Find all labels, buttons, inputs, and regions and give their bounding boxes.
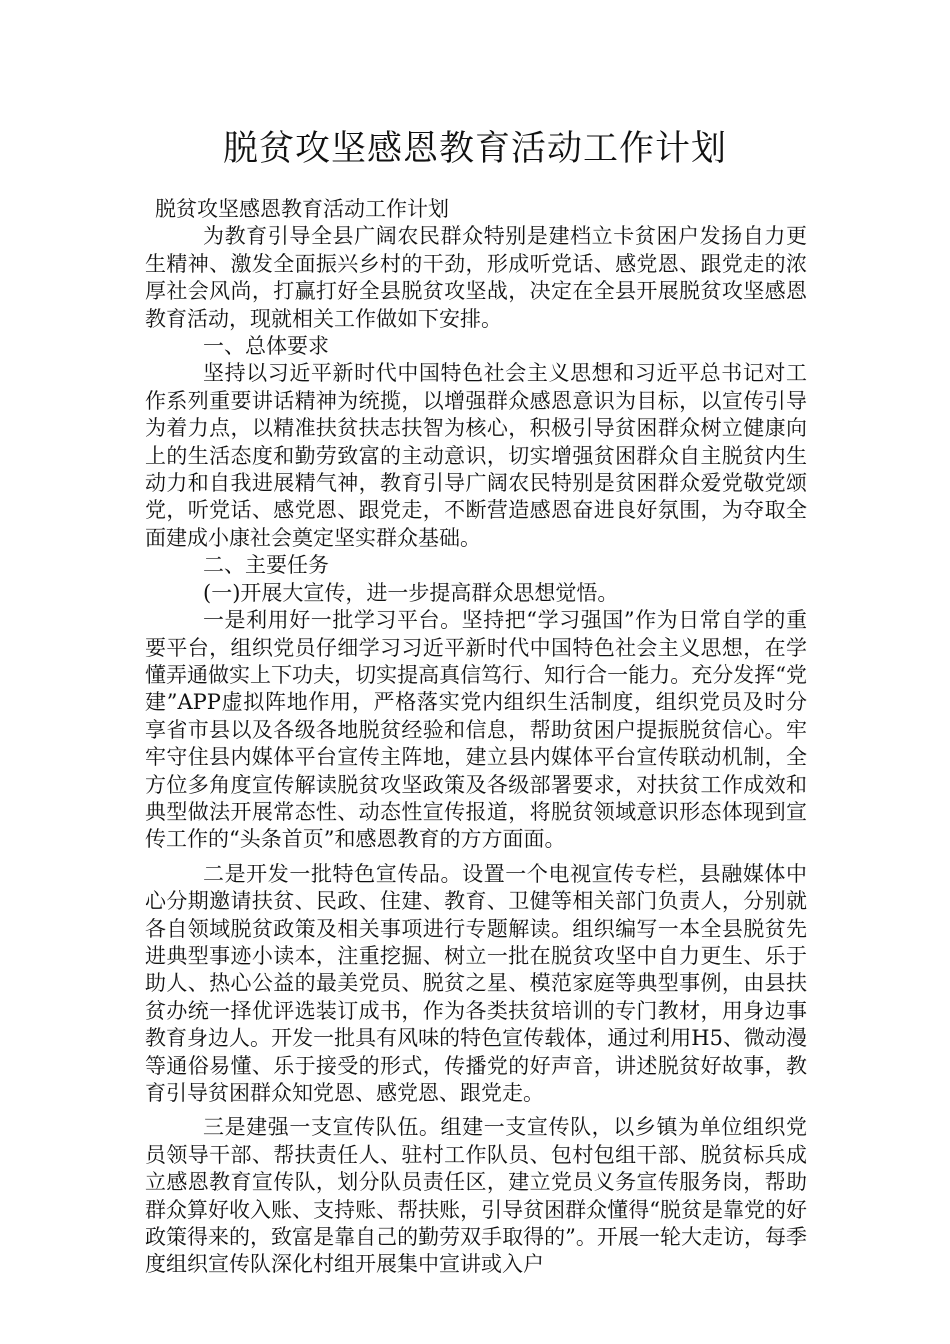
section-heading-main-tasks: 二、主要任务: [203, 553, 329, 578]
paragraph-intro: 为教育引导全县广阔农民群众特别是建档立卡贫困户发扬自力更生精神、激发全面振兴乡村的干劲，形成听党话、感党恩、跟党走的浓厚社会风尚，打赢打好全县脱贫攻坚战，决定在全县开展脱贫攻坚感恩教育活动，现就相关工作做如下安排。: [145, 224, 807, 331]
document-subtitle: 脱贫攻坚感恩教育活动工作计划: [155, 197, 449, 221]
section-heading-general-requirements: 一、总体要求: [203, 334, 329, 359]
paragraph-publicity-team: 三是建强一支宣传队伍。组建一支宣传队，以乡镇为单位组织党员领导干部、帮扶责任人、驻村工作队员、包村包组干部、脱贫标兵成立感恩教育宣传队，划分队员责任区，建立党员义务宣传服务岗，帮助群众算好收入账、支持账、帮扶账，引导贫困群众懂得“脱贫是靠党的好政策得来的，致富是靠自己的勤劳双手取得的”。开展一轮大走访，每季度组织宣传队深化村组开展集中宣讲或入户: [145, 1115, 807, 1277]
document-body: [145, 196, 807, 1279]
document-title: 脱贫攻坚感恩教育活动工作计划: [222, 129, 727, 169]
paragraph-publicity-products: 二是开发一批特色宣传品。设置一个电视宣传专栏，县融媒体中心分期邀请扶贫、民政、住建、教育、卫健等相关部门负责人，分别就各自领域脱贫政策及相关事项进行专题解读。组织编写一本全县脱贫先进典型事迹小读本，注重挖掘、树立一批在脱贫攻坚中自力更生、乐于助人、热心公益的最美党员、脱贫之星、模范家庭等典型事例，由县扶贫办统一择优评选装订成书，作为各类扶贫培训的专门教材，用身边事教育身边人。开发一批具有风味的特色宣传载体，通过利用H5、微动漫等通俗易懂、乐于接受的形式，传播党的好声音，讲述脱贫好故事，教育引导贫困群众知党恩、感党恩、跟党走。: [145, 861, 807, 1105]
paragraph-general-requirements: 坚持以习近平新时代中国特色社会主义思想和习近平总书记对工作系列重要讲话精神为统揽，以增强群众感恩意识为目标，以宣传引导为着力点，以精准扶贫扶志扶智为核心，积极引导贫困群众树立健康向上的生活态度和勤劳致富的主动意识，切实增强贫困群众自主脱贫内生动力和自我进展精气神，教育引导广阔农民特别是贫困群众爱党敬党颂党，听党话、感党恩、跟党走，不断营造感恩奋进良好氛围，为夺取全面建成小康社会奠定坚实群众基础。: [145, 361, 807, 550]
subsection-heading-publicity: (一)开展大宣传，进一步提高群众思想觉悟。: [203, 580, 619, 605]
paragraph-learning-platforms: 一是利用好一批学习平台。坚持把“学习强国”作为日常自学的重要平台，组织党员仔细学习习近平新时代中国特色社会主义思想，在学懂弄通做实上下功夫，切实提高真信笃行、知行合一能力。充分发挥“党建”APP虚拟阵地作用，严格落实党内组织生活制度，组织党员及时分享省市县以及各级各地脱贫经验和信息，帮助贫困户提振脱贫信心。牢牢守住县内媒体平台宣传主阵地，建立县内媒体平台宣传联动机制，全方位多角度宣传解读脱贫攻坚政策及各级部署要求，对扶贫工作成效和典型做法开展常态性、动态性宣传报道，将脱贫领域意识形态体现到宣传工作的“头条首页”和感恩教育的方方面面。: [145, 608, 807, 852]
